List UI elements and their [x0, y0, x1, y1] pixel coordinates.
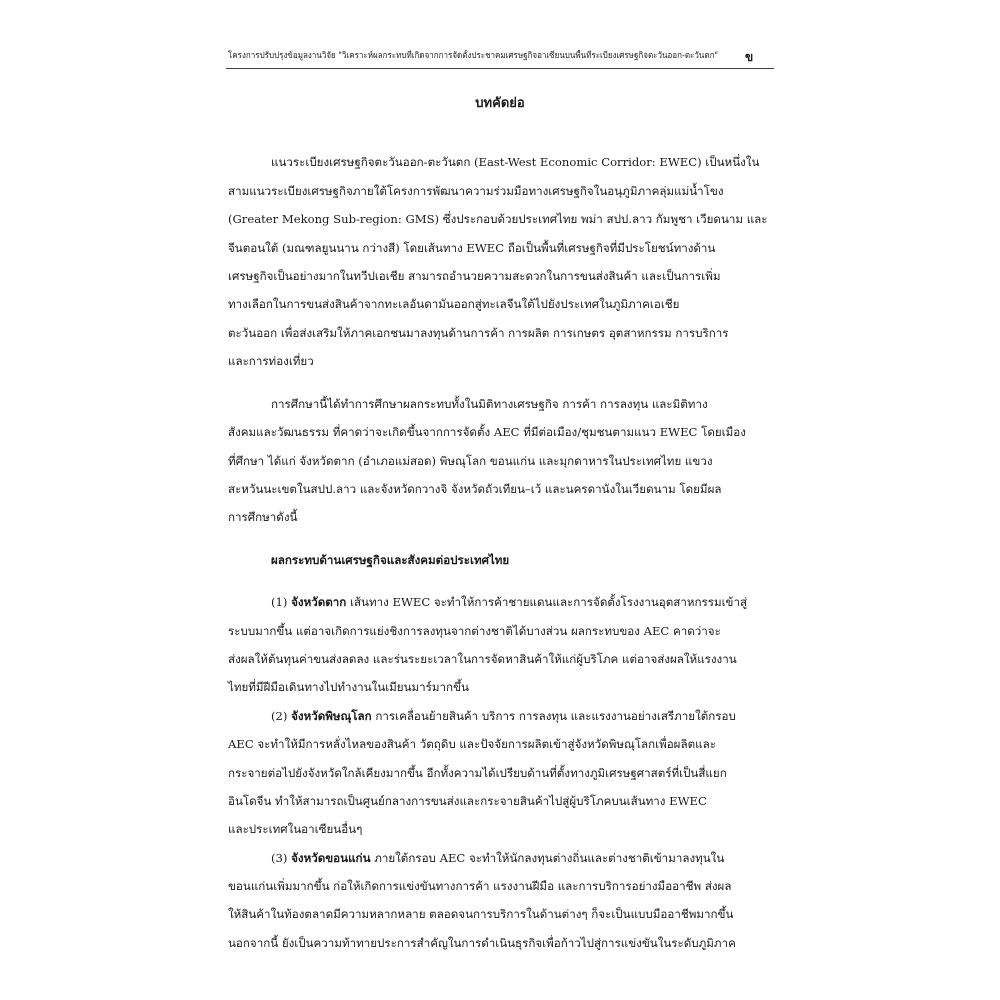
- header-rule: [226, 68, 774, 69]
- item-3-line: ให้สินค้าในท้องตลาดมีความหลากหลาย ตลอดจนการบริการในด้านต่างๆ ก็จะเป็นแบบมืออาชีพมากขึ้น: [228, 907, 734, 921]
- item-2-line: และประเทศในอาเซียนอื่นๆ: [228, 822, 363, 836]
- item-1-number: (1): [271, 595, 288, 609]
- item-1-line: ระบบมากขึ้น แต่อาจเกิดการแย่งชิงการลงทุนจากต่างชาติได้บางส่วน ผลกระทบของ AEC คาดว่าจะ: [228, 624, 721, 638]
- item-3-line: นอกจากนี้ ยังเป็นความท้าทายประการสำคัญในการดำเนินธุรกิจเพื่อก้าวไปสู่การแข่งขันในระดับภูมิภาค: [228, 936, 736, 950]
- item-1-line: ส่งผลให้ต้นทุนค่าขนส่งลดลง และร่นระยะเวลาในการจัดหาสินค้าให้แก่ผู้บริโภค แต่อาจส่งผลให้แรงงาน: [228, 652, 737, 666]
- item-2-line: อินโดจีน ทำให้สามารถเป็นศูนย์กลางการขนส่งและกระจายสินค้าไปสู่ผู้บริโภคบนเส้นทาง EWEC: [228, 794, 707, 808]
- item-2-line: AEC จะทำให้มีการหลั่งไหลของสินค้า วัตถุดิบ และปัจจัยการผลิตเข้าสู่จังหวัดพิษณุโลกเพื่อผลิตและ: [228, 737, 716, 751]
- item-3-line: ขอนแก่นเพิ่มมากขึ้น ก่อให้เกิดการแข่งขันทางการค้า แรงงานฝีมือ และการบริการอย่างมืออาชีพ ส่งผล: [228, 879, 732, 893]
- item-3-first-line: [271, 850, 724, 866]
- paragraph-1-line: และการท่องเที่ยว: [228, 354, 314, 368]
- paragraph-1-line: สามแนวระเบียงเศรษฐกิจภายใต้โครงการพัฒนาความร่วมมือทางเศรษฐกิจในอนุภูมิภาคลุ่มแม่น้ำโขง: [228, 184, 724, 198]
- paragraph-1-line: (Greater Mekong Sub-region: GMS) ซึ่งประกอบด้วยประเทศไทย พม่า สปป.ลาว กัมพูชา เวียดนาม และ: [228, 212, 768, 226]
- paragraph-2-line: การศึกษานี้ได้ทำการศึกษาผลกระทบทั้งในมิติทางเศรษฐกิจ การค้า การลงทุน และมิติทาง: [271, 397, 708, 411]
- item-1-line: ไทยที่มีฝีมือเดินทางไปทำงานในเมียนมาร์มากขึ้น: [228, 680, 469, 694]
- item-2-text: การเคลื่อนย้ายสินค้า บริการ การลงทุน และแรงงานอย่างเสรีภายใต้กรอบ: [375, 709, 736, 723]
- item-3-number: (3): [271, 851, 288, 865]
- item-1-text: เส้นทาง EWEC จะทำให้การค้าชายแดนและการจัดตั้งโรงงานอุตสาหกรรมเข้าสู่: [350, 595, 748, 609]
- item-3-text: ภายใต้กรอบ AEC จะทำให้นักลงทุนต่างถิ่นและต่างชาติเข้ามาลงทุนใน: [374, 851, 725, 865]
- abstract-title: บทคัดย่อ: [475, 96, 525, 111]
- paragraph-1-line: จีนตอนใต้ (มณฑลยูนนาน กว่างสี) โดยเส้นทาง EWEC ถือเป็นพื้นที่เศรษฐกิจที่มีประโยชน์ทางด้าน: [228, 241, 716, 255]
- running-header: โครงการปรับปรุงข้อมูลงานวิจัย "วิเคราะห์ผลกระทบที่เกิดจากการจัดตั้งประชาคมเศรษฐกิจอาเซียนบนพื้นที่ระเบียงเศรษฐกิจตะวันออก-ตะวันตก": [228, 51, 719, 61]
- section-heading: ผลกระทบด้านเศรษฐกิจและสังคมต่อประเทศไทย: [271, 553, 510, 567]
- paragraph-1-line: แนวระเบียงเศรษฐกิจตะวันออก-ตะวันตก (East-West Economic Corridor: EWEC) เป็นหนึ่งใน: [271, 155, 760, 169]
- paragraph-1-line: เศรษฐกิจเป็นอย่างมากในทวีปเอเชีย สามารถอำนวยความสะดวกในการขนส่งสินค้า และเป็นการเพิ่ม: [228, 269, 721, 283]
- paragraph-2-line: สะหวันนะเขตในสปป.ลาว และจังหวัดกวางจิ จังหวัดถัวเทียน–เว้ และนครดานังในเวียดนาม โดยมีผล: [228, 482, 722, 496]
- item-1-first-line: [271, 594, 747, 610]
- item-3-province: จังหวัดขอนแก่น: [291, 851, 371, 865]
- item-2-line: กระจายต่อไปยังจังหวัดใกล้เคียงมากขึ้น อีกทั้งความได้เปรียบด้านที่ตั้งทางภูมิเศรษฐศาสตร์ที่เป็นสี่แยก: [228, 766, 727, 780]
- paragraph-1-line: ทางเลือกในการขนส่งสินค้าจากทะเลอันดามันออกสู่ทะเลจีนใต้ไปยังประเทศในภูมิภาคเอเชีย: [228, 297, 680, 311]
- paragraph-2-line: การศึกษาดังนี้: [228, 510, 298, 524]
- paragraph-2-line: ที่ศึกษา ได้แก่ จังหวัดตาก (อำเภอแม่สอด) พิษณุโลก ขอนแก่น และมุกดาหารในประเทศไทย แขวง: [228, 454, 713, 468]
- item-1-province: จังหวัดตาก: [291, 595, 347, 609]
- item-2-number: (2): [271, 709, 288, 723]
- paragraph-2-line: สังคมและวัฒนธรรม ที่คาดว่าจะเกิดขึ้นจากการจัดตั้ง AEC ที่มีต่อเมือง/ชุมชนตามแนว EWEC โดยเมือง: [228, 425, 746, 439]
- item-2-first-line: [271, 708, 736, 724]
- item-2-province: จังหวัดพิษณุโลก: [291, 709, 372, 723]
- paragraph-1-line: ตะวันออก เพื่อส่งเสริมให้ภาคเอกชนมาลงทุนด้านการค้า การผลิต การเกษตร อุตสาหกรรม การบริการ: [228, 326, 729, 340]
- page-number: ข: [745, 50, 754, 64]
